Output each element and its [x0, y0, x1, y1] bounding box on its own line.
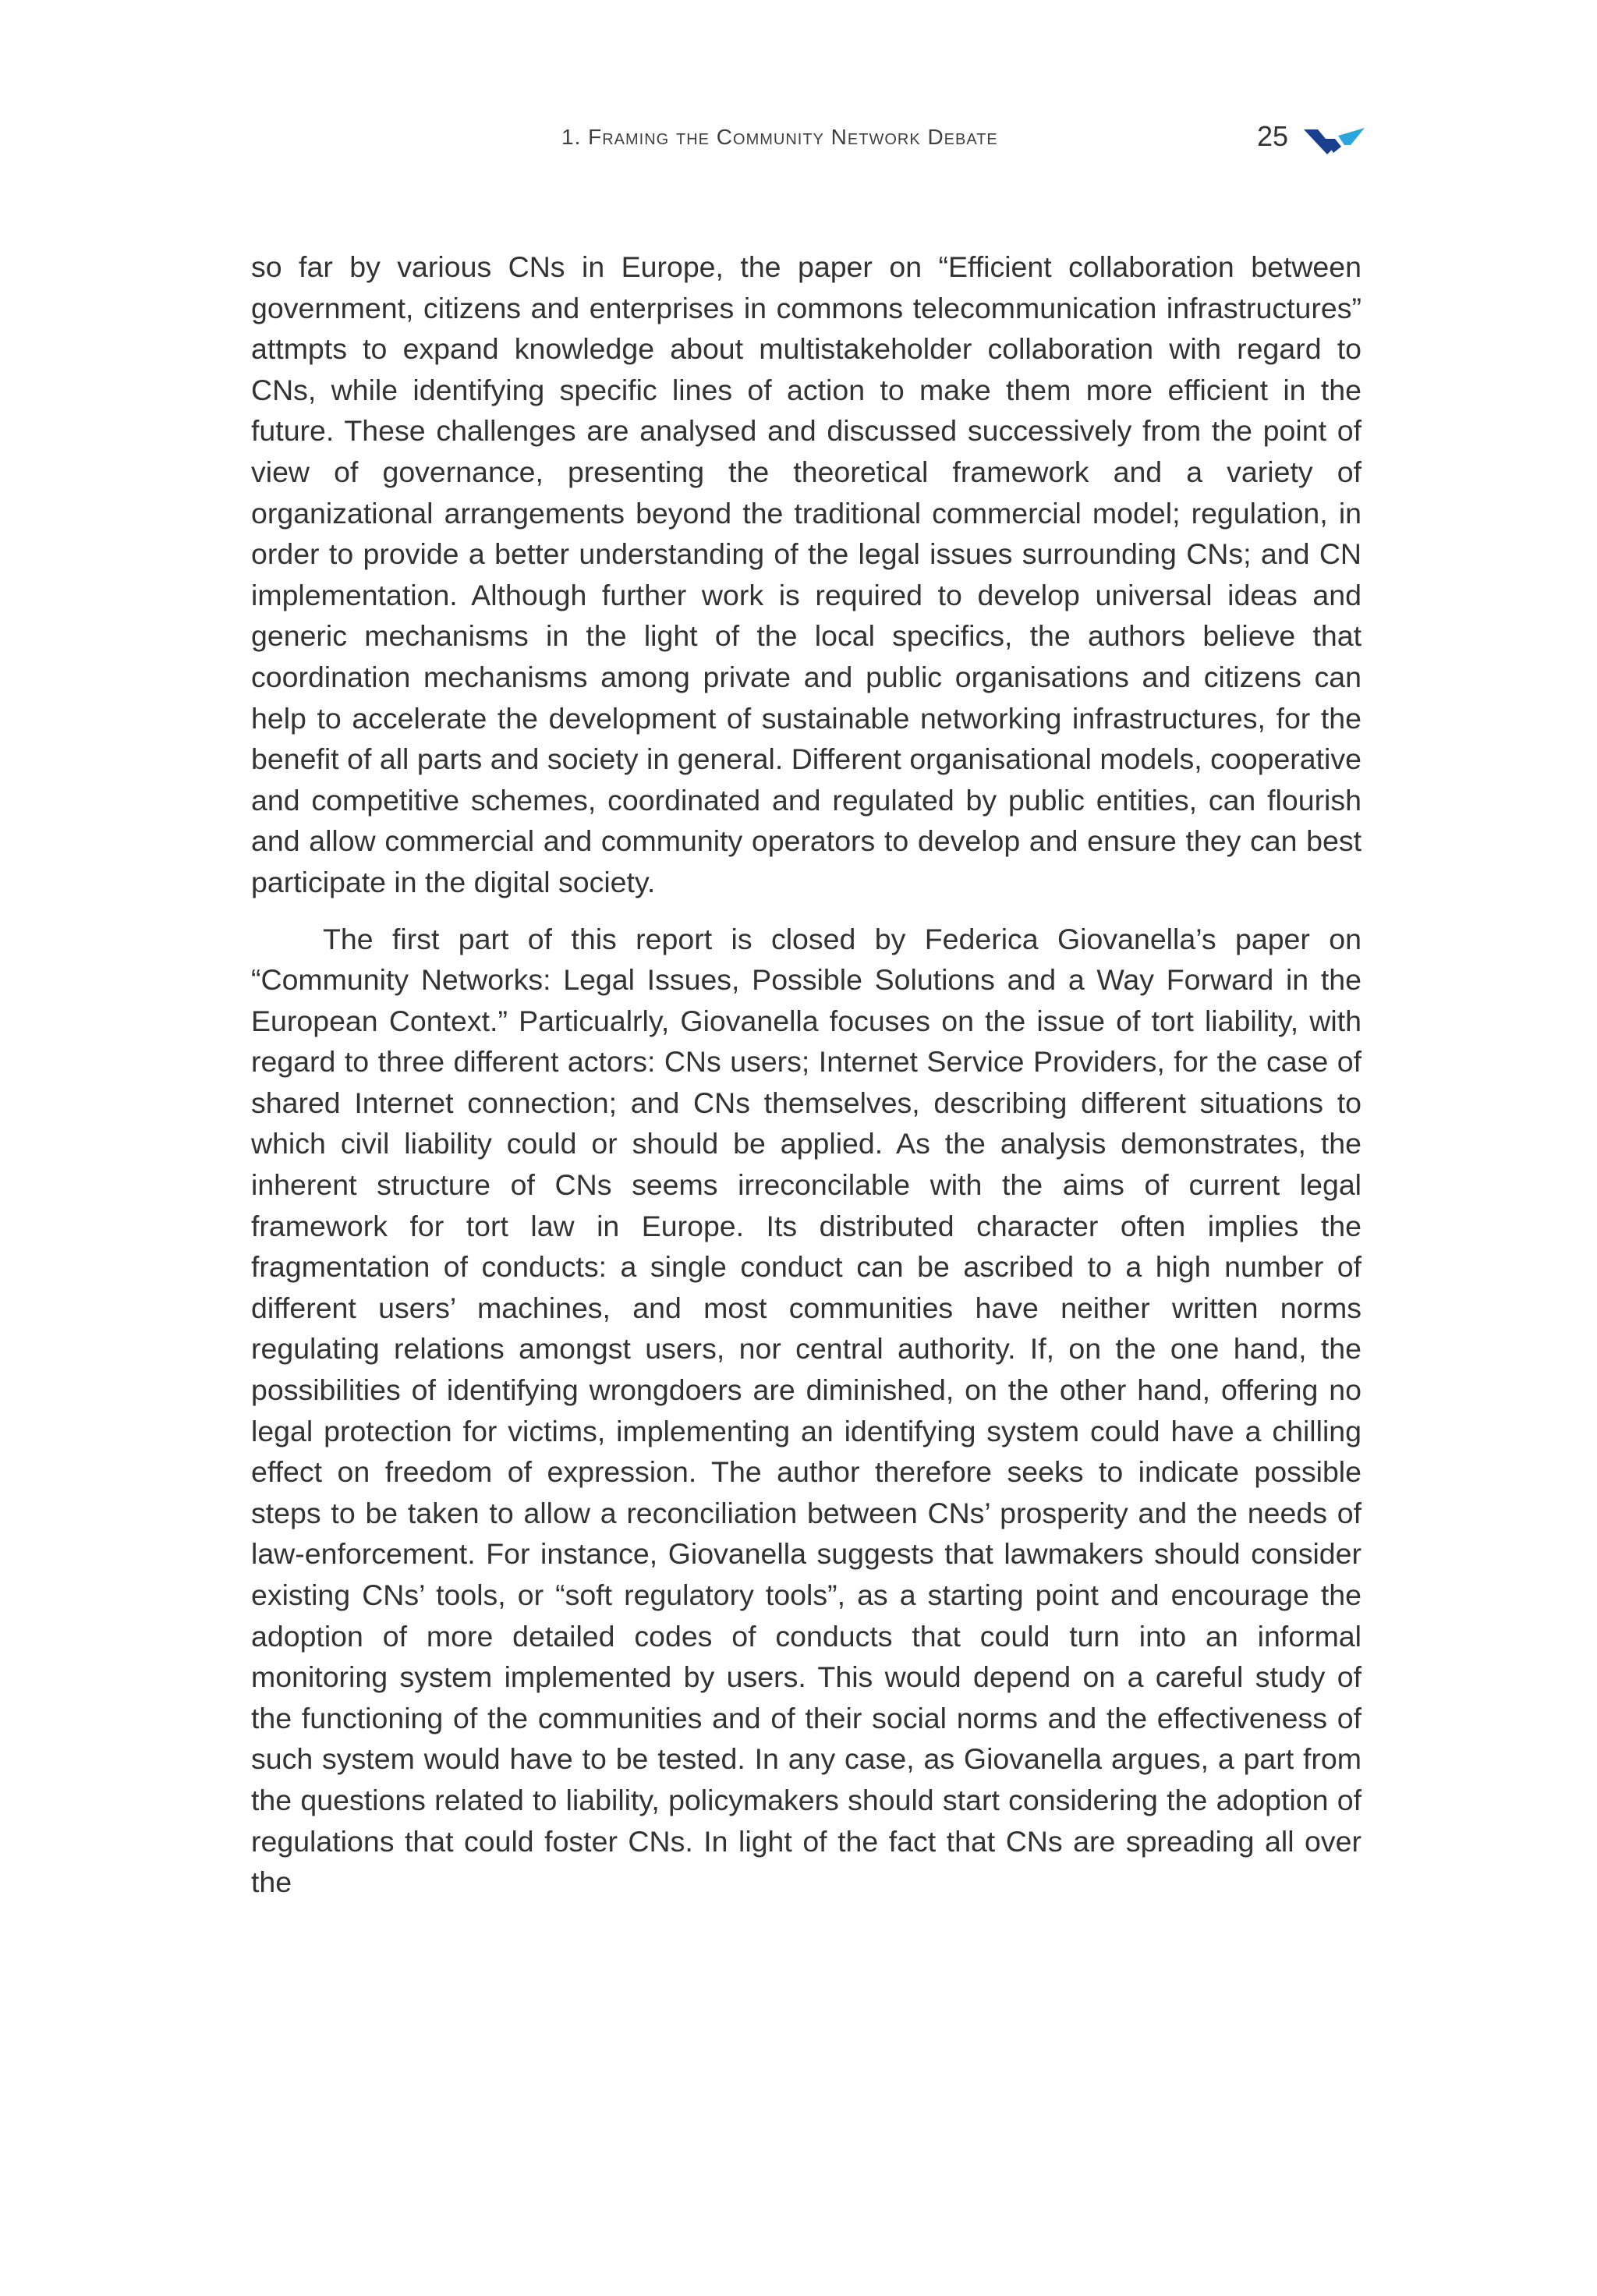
- page-number: 25: [1257, 120, 1289, 152]
- paragraph-1: so far by various CNs in Europe, the paper on “Efficient collaboration between government, citizens and enterprises in commons telecommunication infrastructures” attmpts to expand knowledge about multistakeholder collaboration with regard to CNs, while identifying specific lines of action to make them more efficient in the future. These challenges are analysed and discussed successively from the point of view of governance, presenting the theoretical framework and a variety of organizational arrangements beyond the traditional commercial model; regulation, in order to provide a better understanding of the legal issues surrounding CNs; and CN implementation. Although further work is required to develop universal ideas and generic mechanisms in the light of the local specifics, the authors believe that coordination mechanisms among private and public organisations and citizens can help to accelerate the development of sustainable networking infrastructures, for the benefit of all parts and society in general. Different organisational models, cooperative and competitive schemes, coordinated and regulated by public entities, can flourish and allow commercial and community operators to develop and ensure they can best participate in the digital society.: [251, 250, 1362, 898]
- paragraph-2: The first part of this report is closed by Federica Giovanella’s paper on “Community Networks: Legal Issues, Possible Solutions and a Way Forward in the European Context.” Particualrly, Giovanella focuses on the issue of tort liability, with regard to three different actors: CNs users; Internet Service Providers, for the case of shared Internet connection; and CNs themselves, describing different situations to which civil liability could or should be applied. As the analysis demonstrates, the inherent structure of CNs seems irreconcilable with the aims of current legal framework for tort law in Europe. Its distributed character often implies the fragmentation of conducts: a single conduct can be ascribed to a high number of different users’ machines, and most communities have neither written norms regulating relations amongst users, nor central authority. If, on the one hand, the possibilities of identifying wrongdoers are diminished, on the other hand, offering no legal protection for victims, implementing an identifying system could have a chilling effect on freedom of expression. The author therefore seeks to indicate possible steps to be taken to allow a reconciliation between CNs’ prosperity and the needs of law-enforcement. For instance, Giovanella suggests that lawmakers should consider existing CNs’ tools, or “soft regulatory tools”, as a starting point and encourage the adoption of more detailed codes of conducts that could turn into an informal monitoring system implemented by users. This would depend on a careful study of the functioning of the communities and of their social norms and the effectiveness of such system would have to be tested. In any case, as Giovanella argues, a part from the questions related to liability, policymakers should start considering the adoption of regulations that could foster CNs. In light of the fact that CNs are spreading all over the: [251, 922, 1362, 1899]
- publisher-chevron-logo-icon: [1304, 128, 1365, 154]
- running-head-text: 1. Framing the Community Network Debate: [561, 125, 998, 149]
- running-head: [561, 125, 998, 150]
- logo-light-chevron: [1338, 128, 1365, 145]
- body-text: [251, 246, 1362, 1903]
